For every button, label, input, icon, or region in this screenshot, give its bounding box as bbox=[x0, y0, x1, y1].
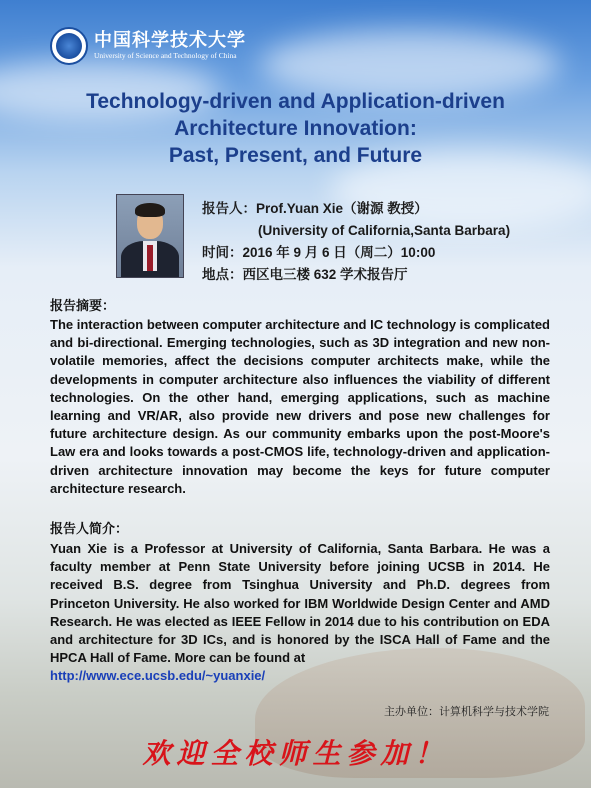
title-line: Technology-driven and Application-driven bbox=[86, 90, 505, 113]
homepage-link[interactable]: http://www.ece.ucsb.edu/~yuanxie/ bbox=[50, 668, 266, 684]
university-header bbox=[50, 26, 246, 66]
talk-location: 地点：西区电三楼 632 学术报告厅 bbox=[202, 267, 408, 282]
talk-time: 时间：2016 年 9 月 6 日（周二）10:00 bbox=[202, 245, 436, 260]
university-name-cn: 中国科学技术大学 bbox=[94, 30, 246, 51]
talk-title bbox=[0, 88, 591, 169]
title-line: Past, Present, and Future bbox=[168, 144, 423, 167]
abstract-text: The interaction between computer architecture and IC technology is complicated and bi-directional. Emerging technologies, such as 3D integration and new non-volatile memories, affect the decisions computer architects make, while the developments in computer architecture also influences the viability of different technologies. On the other hand, emerging applications, such as machine learning and VR/AR, also provide new drivers and pose new challenges for future architecture design. As our community embarks upon the post-Moore's Law era and looks towards a post-CMOS life, technology-driven and application-driven architecture innovation may become the keys for future computer architecture research. bbox=[50, 317, 550, 496]
bio-label: 报告人简介： bbox=[50, 522, 129, 537]
speaker-name: 报告人：Prof.Yuan Xie（谢源 教授） bbox=[202, 201, 428, 216]
speaker-info bbox=[202, 198, 510, 286]
university-logo-icon bbox=[50, 27, 88, 65]
sponsor-text: 主办单位：计算机科学与技术学院 bbox=[384, 705, 549, 718]
university-name-en: University of Science and Technology of China bbox=[94, 51, 237, 60]
title-line: Architecture Innovation: bbox=[174, 117, 417, 140]
speaker-affiliation: (University of California,Santa Barbara) bbox=[258, 223, 511, 238]
bio-text: Yuan Xie is a Professor at University of California, Santa Barbara. He was a faculty member at Penn State University before joining UCSB in 2014. He received B.S. degree from Tsinghua University and Ph.D. degrees from Princeton University. He also worked for IBM Worldwide Design Center and AMD Research. He was elected as IEEE Fellow in 2014 due to his contribution on EDA and architecture for 3D ICs, and is honored by the ISCA Hall of Fame and the HPCA Hall of Fame. More can be found at bbox=[50, 541, 550, 666]
speaker-photo bbox=[116, 194, 184, 278]
welcome-banner: 欢迎全校师生参加！ bbox=[142, 737, 449, 770]
abstract-label: 报告摘要： bbox=[50, 299, 116, 314]
